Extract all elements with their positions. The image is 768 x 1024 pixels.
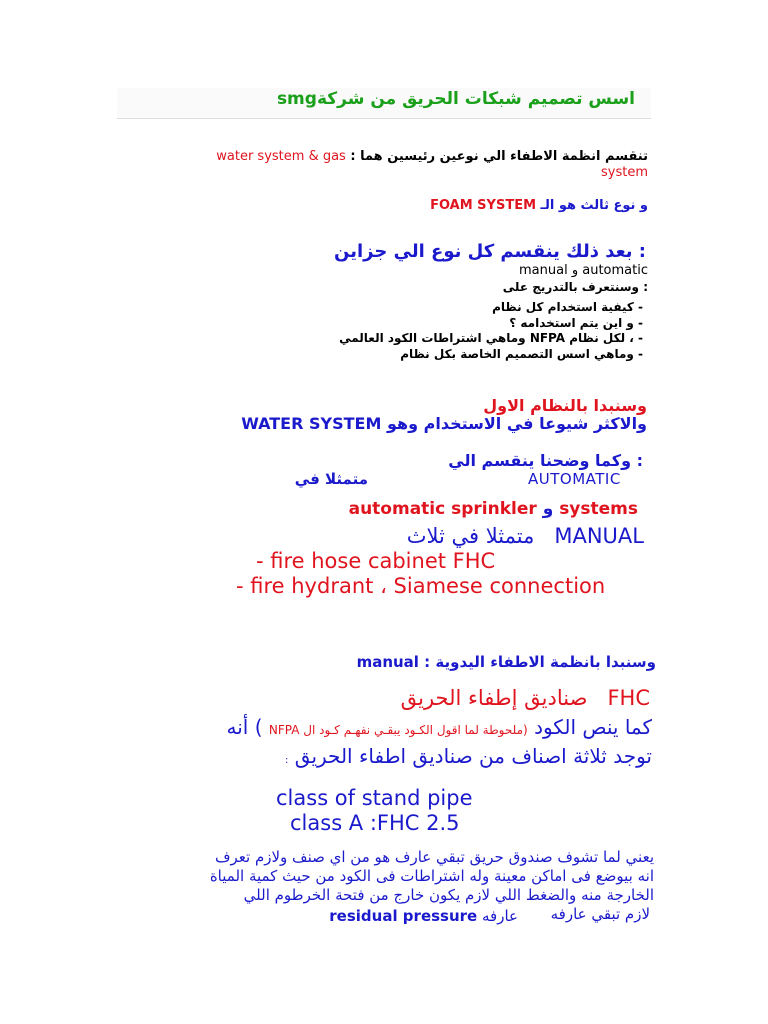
auto-systems-en2: systems <box>559 499 638 519</box>
automatic-label: AUTOMATIC <box>528 470 621 488</box>
explanation-line-5: لازم تبقي عارفه <box>550 905 650 923</box>
first-system-common-en: WATER SYSTEM <box>241 414 382 433</box>
code-note: (ملحوطة لما اقول الكـود يبقـي نفهـم كـود ال NFPA <box>268 723 528 737</box>
bullet-2: - و اين يتم استخدامه ؟ <box>509 316 643 330</box>
first-system-common-ar: والاكثر شيوعا في الاستخدام وهو <box>386 414 647 433</box>
intro-line-1-en: water system & gas <box>216 149 346 164</box>
hydrant-item-a: - fire hydrant <box>236 574 374 598</box>
manual-heading-en: manual <box>356 653 419 671</box>
intro-line-1-ar: تنقسم انظمة الاطفاء الي نوعين رئيسين هما : <box>350 149 648 164</box>
classes-line-text: توجد ثلاثة اصناف من صناديق اطفاء الحريق <box>294 744 652 768</box>
auto-systems-and: و <box>542 499 554 519</box>
auto-systems <box>349 500 638 520</box>
fhc-item: - fire hose cabinet FHC <box>256 549 496 573</box>
code-end: ) أنه <box>226 715 263 739</box>
fhc-heading-en: FHC <box>607 686 650 710</box>
page-title <box>277 90 635 110</box>
residual-pressure: residual pressure <box>329 907 478 925</box>
explanation-line-2: انه بيوضع فى اماكن معينة وله اشتراطات فى الكود من حيث كمية المياة <box>209 867 654 885</box>
split-learn: : وسنتعرف بالتدريج على <box>502 280 648 294</box>
hydrant-item <box>236 574 605 598</box>
auto-systems-en1: automatic sprinkler <box>348 499 537 519</box>
represented-in: متمثلا في <box>294 470 368 488</box>
code-ar: كما ينص الكود <box>534 715 652 739</box>
intro-line-3-ar: و نوع ثالث هو الـ <box>540 198 648 213</box>
manual-heading <box>357 654 656 671</box>
fhc-heading <box>401 686 650 710</box>
intro-line-2 <box>601 166 648 181</box>
intro-line-3-en: FOAM SYSTEM <box>430 198 537 213</box>
bullet-3: - ، لكل نظام NFPA وماهي اشتراطات الكود العالمي <box>339 331 643 345</box>
explanation-line-4-ar: عارفه <box>482 907 518 925</box>
first-system-start: وسنبدا بالنظام الاول <box>483 396 647 415</box>
explanation-line-3: الخارجة منه والضغط اللي لازم يكون خارج من فتحة الخرطوم اللي <box>243 886 654 904</box>
explanation-line-1: يعني لما تشوف صندوق حريق تبقي عارف هو من اي صنف ولازم تعرف <box>214 848 654 866</box>
fhc-heading-ar: صناديق إطفاء الحريق <box>400 686 588 710</box>
split-types: manual و automatic <box>519 263 648 278</box>
manual-line <box>407 524 644 548</box>
manual-label: MANUAL <box>554 524 644 548</box>
split-heading: : بعد ذلك ينقسم كل نوع الي جزاين <box>334 241 646 262</box>
class-a: class A :FHC 2.5 <box>290 811 460 835</box>
manual-heading-ar: وسنبدا بانظمة الاطفاء اليدوية : <box>424 653 656 671</box>
code-line <box>227 716 653 739</box>
classes-colon: : <box>285 755 289 766</box>
page-title-en: smg <box>276 89 317 109</box>
class-of-stand-pipe: class of stand pipe <box>276 786 473 810</box>
division-heading: : وكما وضحنا ينقسم الي <box>448 451 643 470</box>
explanation-line-4 <box>329 908 518 925</box>
hydrant-item-b: Siamese connection <box>393 574 606 598</box>
page-title-ar: اسس تصميم شبكات الحريق من شركة <box>316 89 635 109</box>
hydrant-item-sep: ، <box>380 574 387 598</box>
intro-line-2-en: system <box>601 165 648 180</box>
intro-line-3 <box>430 199 648 214</box>
intro-line-1 <box>216 150 648 165</box>
classes-line <box>285 745 652 768</box>
bullet-4: - وماهي اسس التصميم الخاصة بكل نظام <box>400 347 643 361</box>
first-system-common <box>241 415 647 433</box>
represented-three: متمثلا في ثلاث <box>406 524 535 548</box>
bullet-1: - كيفية استخدام كل نظام <box>492 300 643 314</box>
